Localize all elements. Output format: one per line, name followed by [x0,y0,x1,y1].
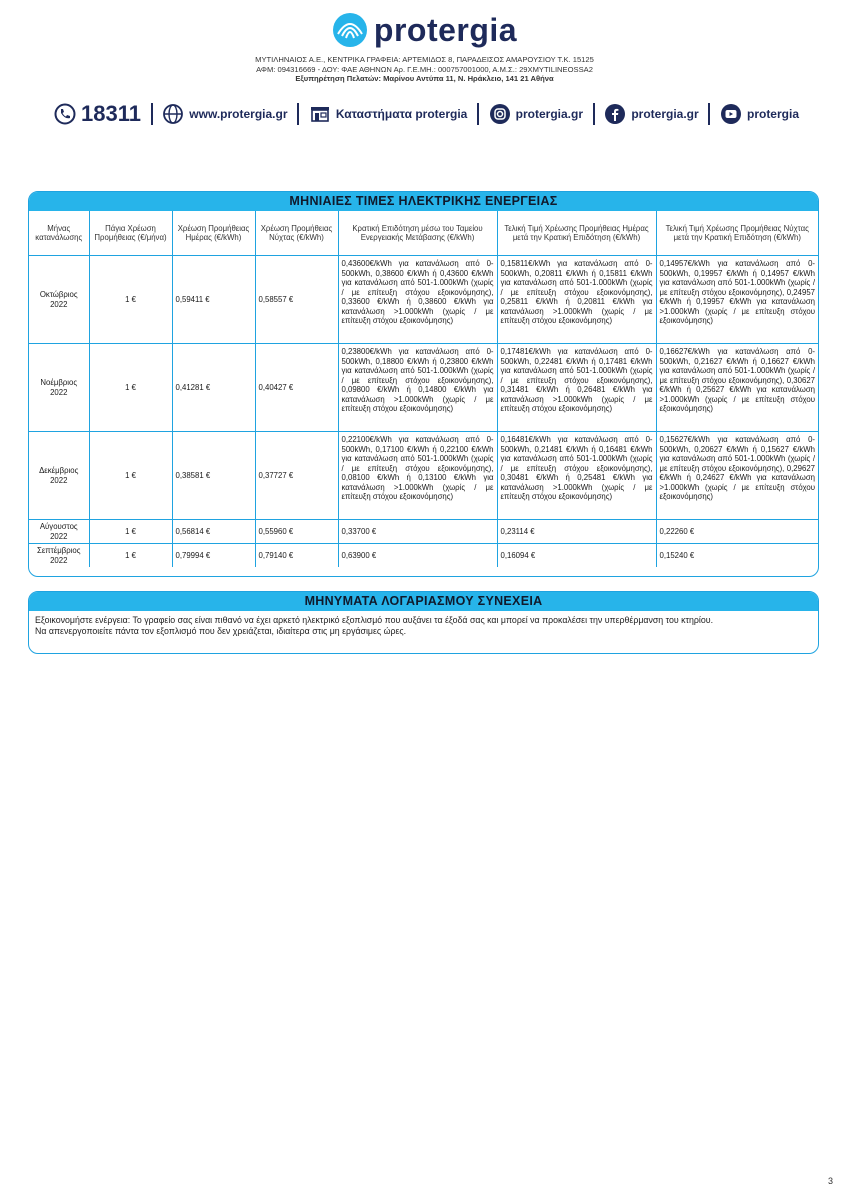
final-day-cell: 0,16481€/kWh για κατανάλωση από 0-500kWh, 0,21481 €/kWh ή 0,16481 €/kWh για κατανάλωση από 501-1.000kWh (χωρίς / με επίτευξη στόχου εξοικονόμησης), 0,30481 €/kWh ή 0,25481 €/kWh για κατανάλωση >1.000kWh (χωρίς / με επίτευξη στόχου εξοικονόμησης) [497,432,656,520]
phone-number: 18311 [81,101,141,126]
divider [708,103,710,125]
account-messages-title: ΜΗΝΥΜΑΤΑ ΛΟΓΑΡΙΑΣΜΟΥ ΣΥΝΕΧΕΙΑ [29,592,818,611]
final-day-cell: 0,23114 € [497,520,656,544]
subsidy-cell: 0,43600€/kWh για κατανάλωση από 0-500kWh, 0,38600 €/kWh ή 0,43600 €/kWh για κατανάλωση από 501-1.000kWh (χωρίς / με επίτευξη στόχου εξοικονόμησης), 0,33600 €/kWh ή 0,38600 €/kWh για κατανάλωση >1.000kWh (χωρίς / με επίτευξη στόχου εξοικονόμησης) [338,256,497,344]
fixed-charge-cell: 1 € [89,344,172,432]
youtube-text: protergia [746,107,799,121]
youtube-link[interactable] [720,103,799,125]
fixed-charge-cell: 1 € [89,520,172,544]
page-number: 3 [827,1176,833,1186]
phone-contact[interactable] [54,101,141,127]
instagram-text: protergia.gr [515,107,584,121]
table-row [29,544,818,568]
column-header: Κρατική Επιδότηση μέσω του Ταμείου Ενεργειακής Μετάβασης (€/kWh) [338,211,497,256]
night-charge-cell: 0,79140 € [255,544,338,568]
company-tax-info: ΑΦΜ: 094316669 - ΔΟΥ: ΦΑΕ ΑΘΗΝΩΝ Αρ. Γ.Ε.ΜΗ.: 000757001000, Α.Μ.Σ.: 29ΧMYTILINEOSSA2 [256,64,593,74]
month-cell: Αύγουστος 2022 [29,520,89,544]
final-night-cell: 0,15627€/kWh για κατανάλωση από 0-500kWh, 0,20627 €/kWh ή 0,15627 €/kWh για κατανάλωση από 501-1.000kWh (χωρίς / με επίτευξη στόχου εξοικονόμησης), 0,29627 €/kWh ή 0,24627 €/kWh για κατανάλωση >1.000kWh (χωρίς / με επίτευξη στόχου εξοικονόμησης) [656,432,818,520]
divider [593,103,595,125]
final-night-cell: 0,22260 € [656,520,818,544]
facebook-text: protergia.gr [631,107,699,121]
message-line: Εξοικονομήστε ενέργεια: Το γραφείο σας είναι πιθανό να έχει αρκετό ηλεκτρικό εξοπλισμό που αυξάνει τα έξοδά σας και μπορεί να προκαλέσει την υπερθέρμανση του κτηρίου. [35,615,714,625]
instagram-link[interactable] [489,103,583,125]
account-message [29,611,818,641]
facebook-icon [604,103,626,125]
phone-icon [54,103,76,125]
day-charge-cell: 0,56814 € [172,520,255,544]
fixed-charge-cell: 1 € [89,544,172,568]
company-address: ΜΥΤΙΛΗΝΑΙΟΣ Α.Ε., ΚΕΝΤΡΙΚΑ ΓΡΑΦΕΙΑ: ΑΡΤΕΜΙΔΟΣ 8, ΠΑΡΑΔΕΙΣΟΣ ΑΜΑΡΟΥΣΙΟΥ Τ.Κ. 15125 [255,55,594,64]
column-header: Χρέωση Προμήθειας Νύχτας (€/kWh) [255,211,338,256]
final-night-cell: 0,16627€/kWh για κατανάλωση από 0-500kWh, 0,21627 €/kWh ή 0,16627 €/kWh για κατανάλωση από 501-1.000kWh (χωρίς / με επίτευξη στόχου εξοικονόμησης), 0,30627 €/kWh ή 0,25627 €/kWh για κατανάλωση >1.000kWh (χωρίς / με επίτευξη στόχου εξοικονόμησης) [656,344,818,432]
night-charge-cell: 0,37727 € [255,432,338,520]
company-info [0,55,849,84]
final-day-cell: 0,16094 € [497,544,656,568]
month-cell: Νοέμβριος 2022 [29,344,89,432]
month-cell: Οκτώβριος 2022 [29,256,89,344]
table-row [29,520,818,544]
table-header-row [29,211,818,256]
day-charge-cell: 0,79994 € [172,544,255,568]
subsidy-cell: 0,63900 € [338,544,497,568]
column-header: Μήνας κατανάλωσης [29,211,89,256]
subsidy-cell: 0,33700 € [338,520,497,544]
divider [477,103,479,125]
column-header: Τελική Τιμή Χρέωσης Προμήθειας Νύχτας μετά την Κρατική Επιδότηση (€/kWh) [656,211,818,256]
stores-link[interactable] [309,103,468,125]
final-night-cell: 0,15240 € [656,544,818,568]
prices-table [29,211,818,567]
subsidy-cell: 0,22100€/kWh για κατανάλωση από 0-500kWh, 0,17100 €/kWh ή 0,22100 €/kWh για κατανάλωση από 501-1.000kWh (χωρίς / με επίτευξη στόχου εξοικονόμησης), 0,08100 €/kWh ή 0,13100 €/kWh για κατανάλωση >1.000kWh (χωρίς / με επίτευξη στόχου εξοικονόμησης) [338,432,497,520]
table-row [29,344,818,432]
table-row [29,256,818,344]
final-night-cell: 0,14957€/kWh για κατανάλωση από 0-500kWh, 0,19957 €/kWh ή 0,14957 €/kWh για κατανάλωση από 501-1.000kWh (χωρίς / με επίτευξη στόχου εξοικονόμησης), 0,24957 €/kWh ή 0,19957 €/kWh για κατανάλωση >1.000kWh (χωρίς / με επίτευξη στόχου εξοικονόμησης) [656,256,818,344]
column-header: Πάγια Χρέωση Προμήθειας (€/μήνα) [89,211,172,256]
final-day-cell: 0,17481€/kWh για κατανάλωση από 0-500kWh, 0,22481 €/kWh ή 0,17481 €/kWh για κατανάλωση από 501-1.000kWh (χωρίς / με επίτευξη στόχου εξοικονόμησης), 0,31481 €/kWh ή 0,26481 €/kWh για κατανάλωση >1.000kWh (χωρίς / με επίτευξη στόχου εξοικονόμησης) [497,344,656,432]
month-cell: Δεκέμβριος 2022 [29,432,89,520]
divider [297,103,299,125]
month-cell: Σεπτέμβριος 2022 [29,544,89,568]
contact-bar [54,100,799,128]
column-header: Χρέωση Προμήθειας Ημέρας (€/kWh) [172,211,255,256]
message-line: Να απενεργοποιείτε πάντα τον εξοπλισμό που δεν χρειάζεται, ιδιαίτερα στις μη εργάσιμες ώρες. [35,626,407,636]
youtube-icon [720,103,742,125]
night-charge-cell: 0,58557 € [255,256,338,344]
table-row [29,432,818,520]
website-link[interactable] [162,103,287,125]
protergia-logo [0,10,849,50]
globe-icon [162,103,184,125]
day-charge-cell: 0,59411 € [172,256,255,344]
protergia-logo-icon [332,12,368,48]
website-text: www.protergia.gr [189,107,288,121]
day-charge-cell: 0,38581 € [172,432,255,520]
final-day-cell: 0,15811€/kWh για κατανάλωση από 0-500kWh, 0,20811 €/kWh ή 0,15811 €/kWh για κατανάλωση από 501-1.000kWh (χωρίς / με επίτευξη στόχου εξοικονόμησης), 0,25811 €/kWh ή 0,20811 €/kWh για κατανάλωση >1.000kWh (χωρίς / με επίτευξη στόχου εξοικονόμησης) [497,256,656,344]
stores-text: Καταστήματα protergia [335,107,468,121]
store-icon [309,103,331,125]
customer-service-address: Εξυπηρέτηση Πελατών: Μαρίνου Αντύπα 11, Ν. Ηράκλειο, 141 21 Αθήνα [295,74,554,83]
brand-name: protergia [373,11,518,48]
night-charge-cell: 0,40427 € [255,344,338,432]
instagram-icon [489,103,511,125]
monthly-prices-title: ΜΗΝΙΑΙΕΣ ΤΙΜΕΣ ΗΛΕΚΤΡΙΚΗΣ ΕΝΕΡΓΕΙΑΣ [29,192,818,211]
divider [151,103,153,125]
account-messages-panel [28,591,819,654]
fixed-charge-cell: 1 € [89,432,172,520]
monthly-prices-panel [28,191,819,577]
subsidy-cell: 0,23800€/kWh για κατανάλωση από 0-500kWh, 0,18800 €/kWh ή 0,23800 €/kWh για κατανάλωση από 501-1.000kWh (χωρίς / με επίτευξη στόχου εξοικονόμησης), 0,09800 €/kWh ή 0,14800 €/kWh για κατανάλωση >1.000kWh (χωρίς / με επίτευξη στόχου εξοικονόμησης) [338,344,497,432]
day-charge-cell: 0,41281 € [172,344,255,432]
facebook-link[interactable] [604,103,698,125]
column-header: Τελική Τιμή Χρέωσης Προμήθειας Ημέρας μετά την Κρατική Επιδότηση (€/kWh) [497,211,656,256]
fixed-charge-cell: 1 € [89,256,172,344]
night-charge-cell: 0,55960 € [255,520,338,544]
